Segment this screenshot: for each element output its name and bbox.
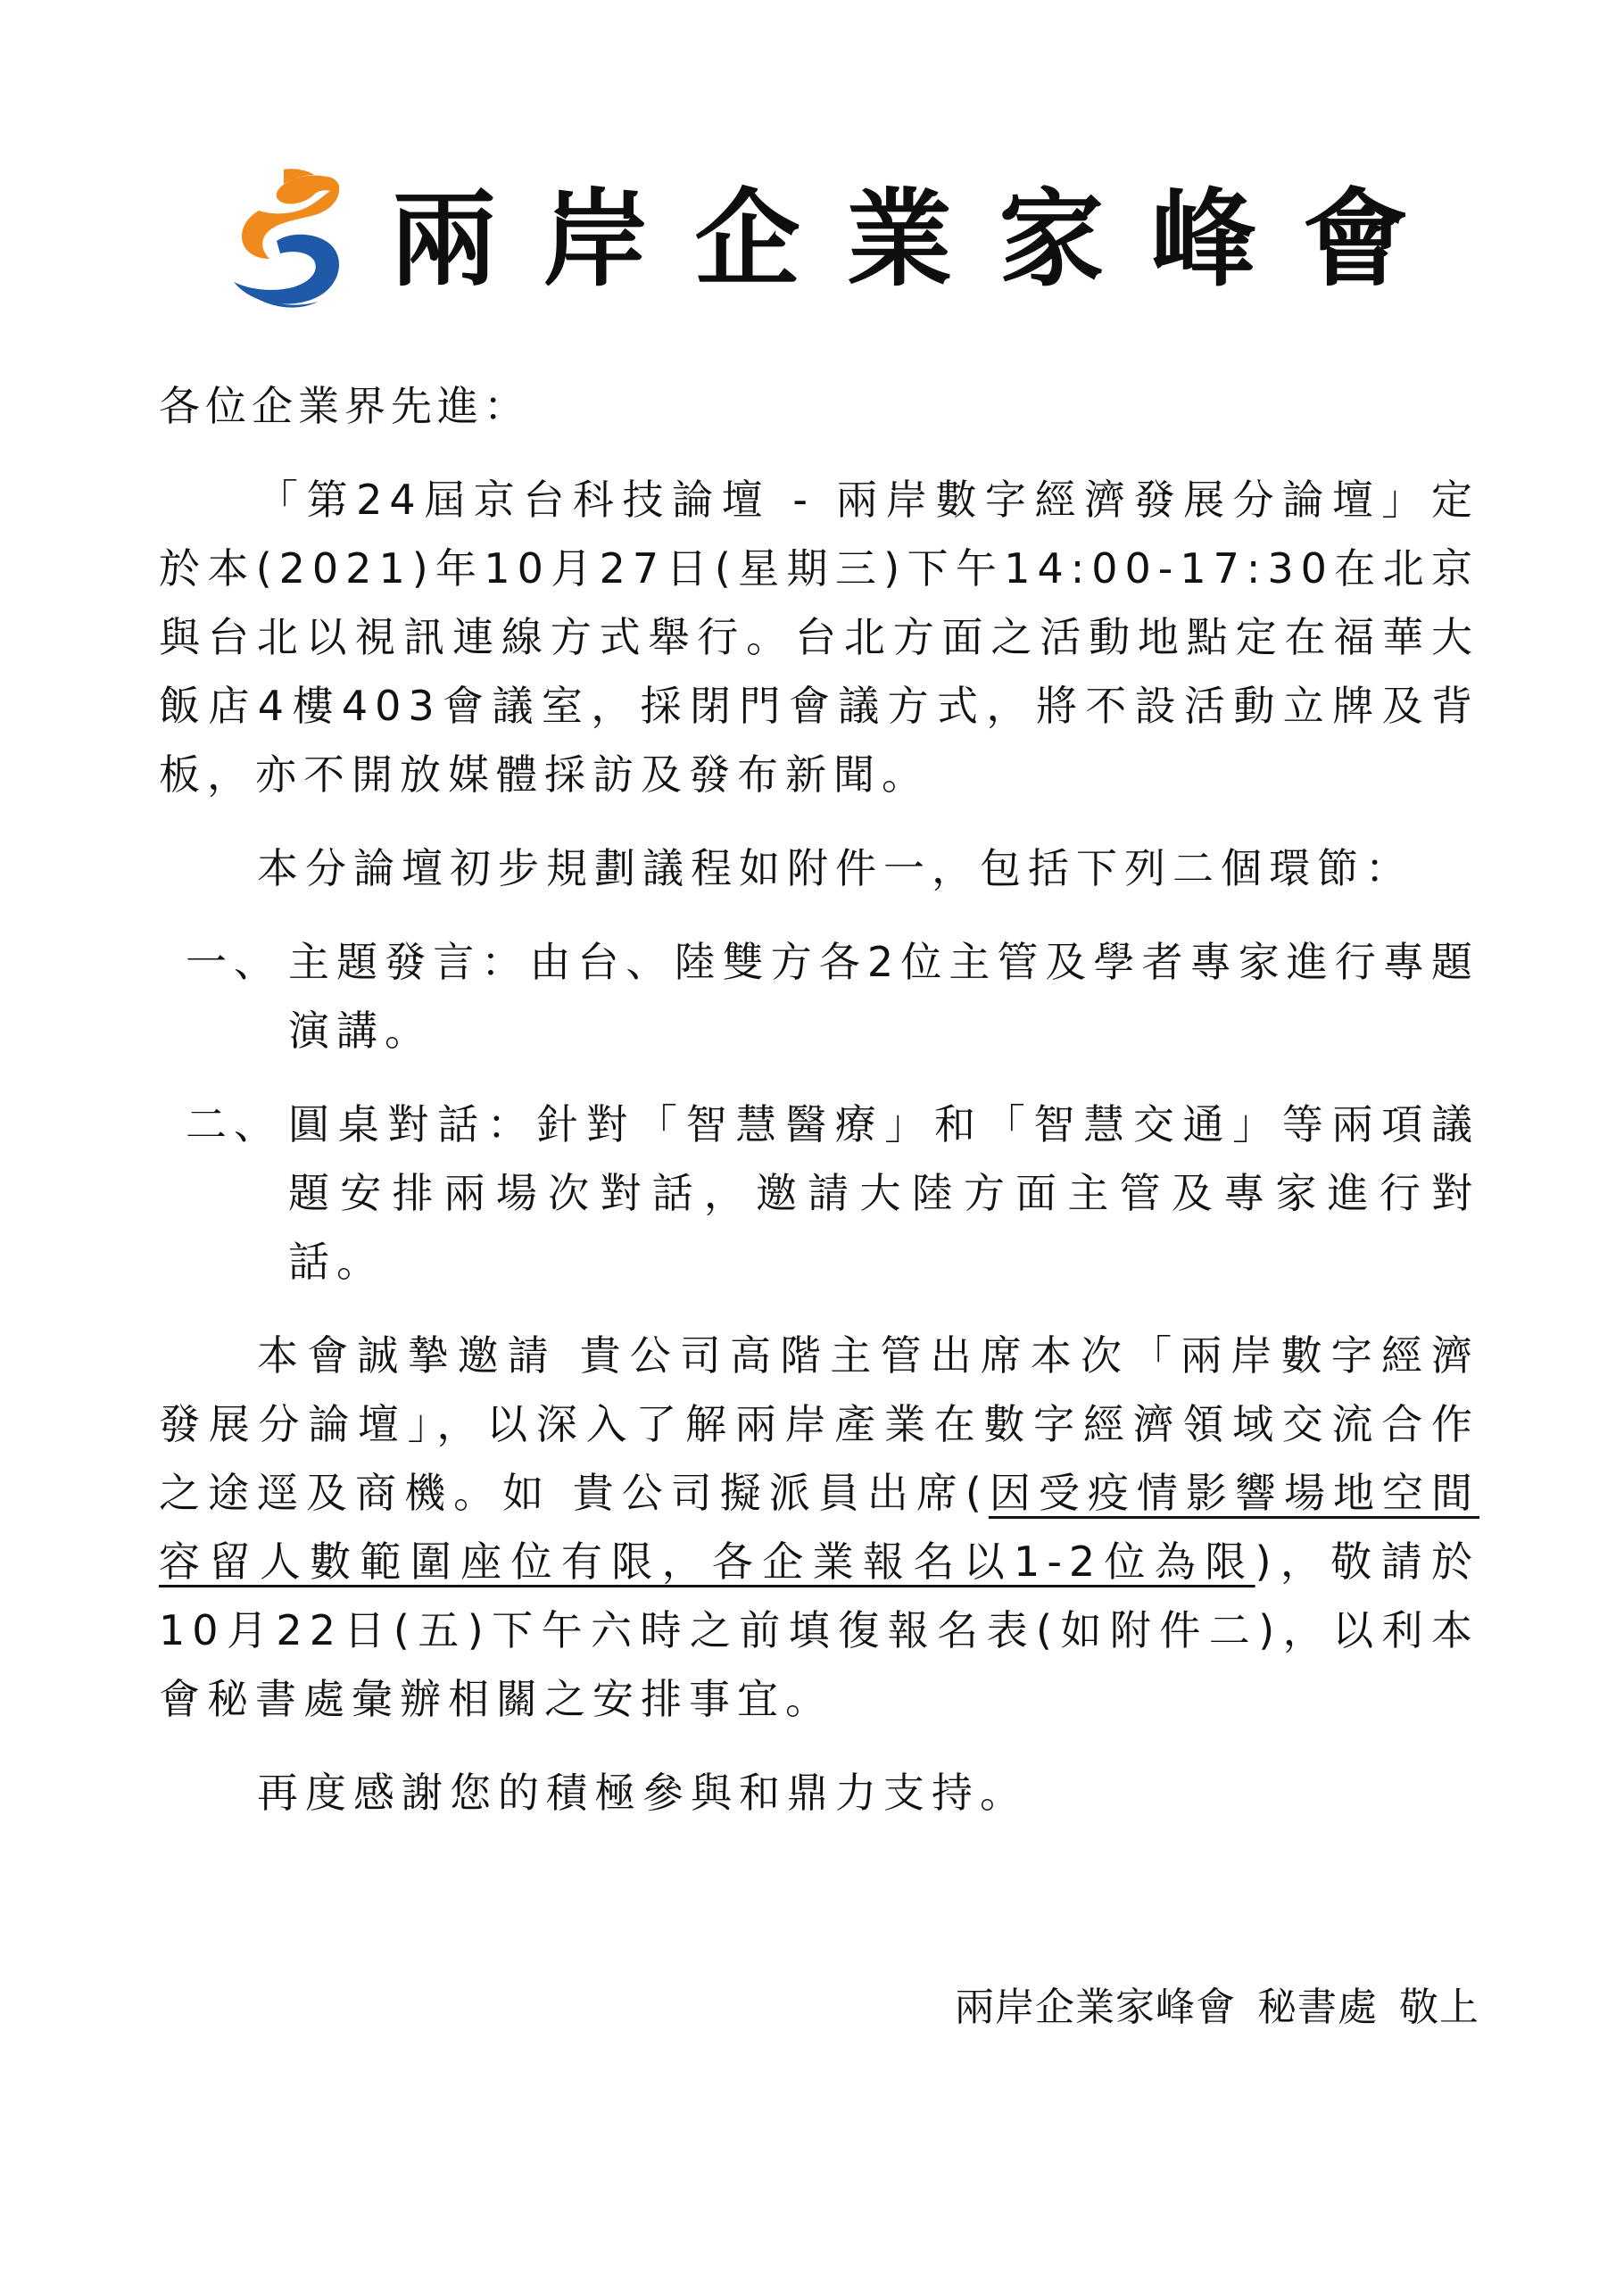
signature-block [955,1981,1479,2035]
agenda-item [159,928,1479,1065]
paragraph-agenda-intro: 本分論壇初步規劃議程如附件一，包括下列二個環節： [257,844,1413,892]
signature-closing: 敬上 [1399,1985,1479,2030]
agenda-item-text: 主題發言：由台、陸雙方各2位主管及學者專家進行專題演講。 [288,938,1479,1055]
signature-organization: 兩岸企業家峰會 [955,1985,1236,2030]
agenda-item-number: 一、 [186,938,282,986]
agenda-item-number: 二、 [186,1100,282,1148]
invitation-text: 本會誠摯邀請 貴公司高階主管出席本次「兩岸數字經濟發展分論壇」，以深入了解兩岸產業在數字經濟領域交流合作之途逕及商機。如 貴公司擬派員出席( [159,1331,1479,1517]
org-name-char: 岸 [543,177,649,301]
agenda-item [159,1090,1479,1297]
attendance-limit-note: 因受疫情影響場地空間容留人數範圍座位有限，各企業報名以1-2位為限 [159,1469,1479,1586]
paragraph-thanks: 再度感謝您的積極參與和鼎力支持。 [257,1769,1028,1817]
org-name-char: 兩 [391,177,497,301]
org-name-char: 業 [846,177,952,301]
org-name-char: 會 [1302,177,1408,301]
agenda-item-text: 圓桌對話：針對「智慧醫療」和「智慧交通」等兩項議題安排兩場次對話，邀請大陸方面主管及專家進行對話。 [288,1100,1479,1286]
organization-name-title [391,177,1408,302]
paragraph-event-details: 「第24屆京台科技論壇 - 兩岸數字經濟發展分論壇」定於本(2021)年10月27日(星期三)下午14:00-17:30在北京與台北以視訊連線方式舉行。台北方面之活動地點定在福華大飯店4樓403會議室，採閉門會議方式，將不設活動立牌及背板，亦不開放媒體採訪及發布新聞。 [159,476,1479,799]
salutation: 各位企業界先進： [159,382,530,430]
org-name-char: 企 [694,177,800,301]
org-name-char: 家 [998,177,1105,301]
letter-body [159,375,1479,1853]
org-name-char: 峰 [1150,177,1256,301]
invitation-text-continued: )，敬請於10月22日(五)下午六時之前填復報名表(如附件二)，以利本會秘書處彙辦相關之安排事宜。 [159,1538,1479,1723]
dragon-s-logo-icon [221,168,360,311]
paragraph-invitation [159,1322,1479,1734]
signature-department: 秘書處 [1257,1985,1378,2030]
letterhead [221,161,1408,317]
